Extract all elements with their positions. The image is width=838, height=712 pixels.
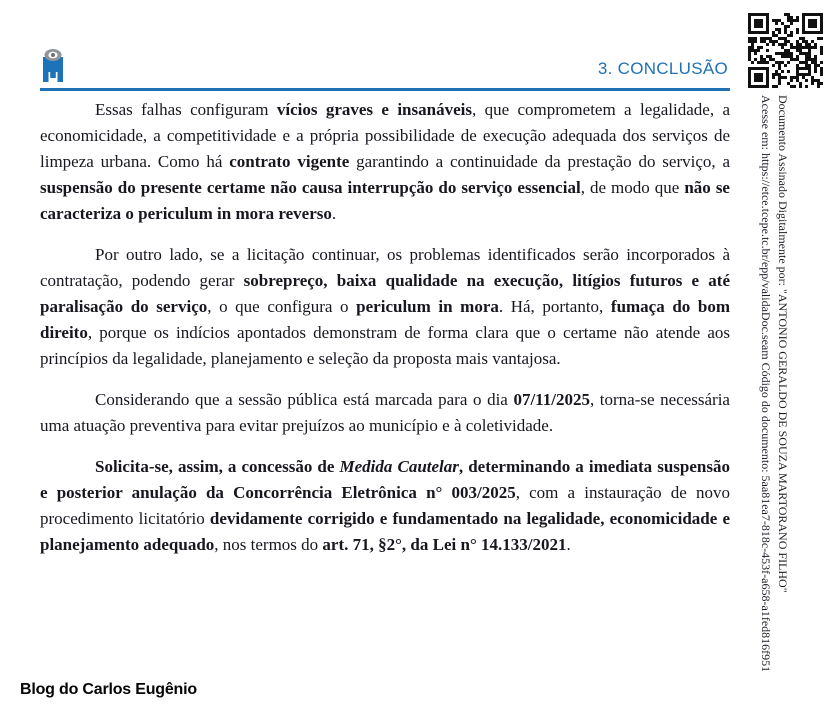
blog-watermark: Blog do Carlos Eugênio (20, 681, 197, 698)
signature-signer-line: Documento Assinado Digitalmente por: "ANTONIO GERALDO DE SOUZA MARTORANO FILHO" (776, 95, 790, 593)
paragraph-vicios-graves: Essas falhas configuram vícios graves e insanáveis, que comprometem a legalidade, a economicidade, a competitividade e a própria possibilidade de execução adequada dos serviços de limpeza urbana. Como há contrato vigente garantindo a continuidade da prestação do serviço, a suspensão do presente certame não causa interrupção do serviço essencial, de modo que não se caracteriza o periculum in mora reverso. (40, 100, 730, 223)
paragraph-sessao-publica: Considerando que a sessão pública está marcada para o dia 07/11/2025, torna-se necessária uma atuação preventiva para evitar prejuízos ao município e à coletividade. (40, 390, 730, 435)
paragraph-periculum-in-mora: Por outro lado, se a licitação continuar, os problemas identificados serão incorporados à contratação, podendo gerar sobrepreço, baixa qualidade na execução, litígios futuros e até paralisação do serviço, o que configura o periculum in mora. Há, portanto, fumaça do bom direito, porque os indícios apontados demonstram de forma clara que o certame não atende aos princípios da legalidade, planejamento e seleção da proposta mais vantajosa. (40, 245, 730, 368)
qr-code (748, 13, 823, 88)
digital-signature-strip (757, 95, 791, 685)
tce-pe-logo-icon (40, 46, 66, 86)
paragraph-medida-cautelar: Solicita-se, assim, a concessão de Medida Cautelar, determinando a imediata suspensão e posterior anulação da Concorrência Eletrônica n° 003/2025, com a instauração de novo procedimento licitatório devidamente corrigido e fundamentado na legalidade, economicidade e planejamento adequado, nos termos do art. 71, §2°, da Lei n° 14.133/2021. (40, 457, 730, 554)
document-body (40, 97, 730, 573)
signature-validation-line: Acesse em: https://etce.tcepe.tc.br/epp/validaDoc.seam Código do documento: 5aa81ea7-818c-453f-a658-a1fed816f951 (759, 95, 773, 673)
section-title: 3. CONCLUSÃO (597, 59, 728, 78)
header-divider (40, 88, 730, 91)
